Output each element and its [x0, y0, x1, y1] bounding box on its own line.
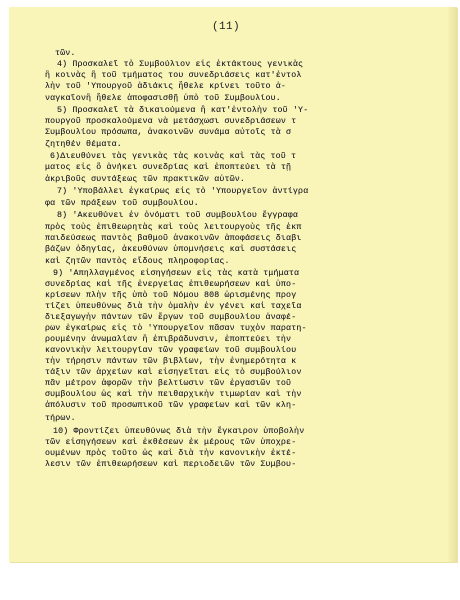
document-page	[9, 7, 457, 562]
text-line: διεξαγωγὴν πάντων τῶν ἔργων τοῦ συμβουλίου ἀναφέ-	[45, 312, 297, 322]
body-text	[25, 48, 457, 470]
text-line: πουργοῦ προσκαλούμενα νὰ μετάσχωσι συνεδριάσεων τ	[45, 117, 297, 127]
text-line: 7) 'Υποβάλλει ἐγκαίρως εἰς τὸ 'Υπουργεῖον ἀντίγρα	[57, 187, 309, 197]
text-line: 6)Διευθύνει τὰς γενικὰς τὰς κοινὰς καὶ τὰς τοῦ τ	[50, 152, 297, 162]
text-line: τῶν εἰσηγήσεων καὶ ἐκθέσεων ἐκ μέρους τῶν ὑποχρε-	[45, 438, 297, 448]
text-line: ζητηθέν θέματα.	[45, 140, 122, 150]
text-line: 5) Προσκαλεῖ τὰ δικαιούμενα ἢ κατ'ἐντολὴν τοῦ 'Υ-	[57, 106, 309, 116]
text-line: 8) 'Ακευθύνει ἐν ὀνόματι τοῦ συμβουλίου ἔγγραφα	[57, 211, 299, 221]
text-line: ουμένων πρὸς τοῦτο ὡς καὶ διὰ τὴν κανονικὴν ἐκτέ-	[45, 449, 297, 459]
text-line: λεσιν τῶν ἐπιθεωρήσεων καὶ περιοδειῶν τῶν Συμβου-	[45, 460, 297, 470]
text-line: πᾶν μέτρον ἀφορῶν τὴν βελτίωσιν τῶν ἐργασιῶν τοῦ	[45, 379, 292, 389]
text-line: τήρων.	[45, 414, 76, 424]
text-line: ρων ἐγκαίρως εἰς τὸ 'Υπουργεῖον πᾶσαν τυχὸν παρατη-	[45, 323, 307, 333]
text-line: παιδεύσεως παντὸς βαθμοῦ ἀνακοινῶν ἀποφάσεις διαβι	[45, 233, 302, 243]
text-line: τῶν.	[55, 49, 76, 58]
text-line: Συμβουλίου πρόσωπα, ἀνακοινῶν συνάμα αὐτοῖς τὰ σ	[45, 128, 292, 138]
text-line: βάζων ὁδηγίας, ἀκευθύνων ὑπομνήσεις καὶ συστάσεις	[45, 244, 297, 254]
text-line: τὴν τήρησιν πάντων τῶν βιβλίων, τὴν ἐνημερότητα κ	[45, 357, 297, 367]
page-number: (11)	[212, 21, 241, 33]
text-line: φα τῶν πράξεων τοῦ συμβουλίου.	[45, 199, 199, 209]
text-line: συμβουλίου ὡς καὶ τὴν πειθαρχικὴν τιμωρίαν καὶ τὴν	[45, 390, 302, 400]
text-line: ναγκαῖονἢ ἤθελε ἀποφασισθῇ ὑπὸ τοῦ Συμβουλίου.	[45, 94, 281, 104]
text-line: 9) 'Απηλλαγμένος εἰσηγήσεων εἰς τὰς κατὰ τμήματα	[53, 268, 300, 278]
text-line: ἀπόλυσιν τοῦ προσωπικοῦ τῶν γραφείων καὶ τῶν κλη-	[45, 401, 297, 411]
text-line: κρίσεων πλὴν τῆς ὑπὸ τοῦ Νόμου 808 ὡρισμένης προγ	[45, 290, 297, 300]
text-line: λὴν τοῦ 'Υπουργοῦ ἀδιάκις ἤθελε κρίνει τοῦτο ἀ-	[45, 82, 287, 92]
text-line: καὶ ζητῶν παντὸς εἴδους πληροφορίας.	[45, 256, 230, 266]
text-line: 10) Φροντίζει ὑπευθύνως διὰ τὴν ἔγκαιρον ὑποβολὴν	[53, 427, 305, 437]
text-line: τίζει ὑπευθύνως διὰ τὴν ὁμαλὴν ἐν γένει καὶ ταχεῖα	[45, 301, 302, 311]
text-line: συνεδρίας καὶ τῆς ἐνεργείας ἐπιθεωρήσεων καὶ ὑπο-	[45, 279, 297, 289]
text-line: κανονικὴν λειτουργίαν τῶν γραφείων τοῦ συμβουλίου	[45, 345, 297, 355]
text-line: πρὸς τοὺς ἐπιθεωρητὰς καὶ τοὺς λειτουργοὺς τῆς ἐκπ	[45, 222, 302, 232]
text-line: ματος εἰς ὃ ἀνήκει συνεδρίας καὶ ἐποπτεύει τὰ τῇ	[45, 163, 292, 173]
page-edge-shadow	[447, 7, 457, 562]
text-line: ἢ κοινὰς ἢ τοῦ τμήματος του συνεδριάσεις κατ'ἐντολ	[45, 71, 302, 81]
text-line: τάξιν τῶν ἀρχείων καὶ εἰσηγεῖται εἰς τὸ συμβούλιον	[45, 368, 302, 378]
text-line: 4) Προσκαλεῖ τὸ Συμβούλιον εἰς ἐκτάκτους γενικὰς	[57, 60, 304, 70]
text-line: ἀκριβοῦς συντάξεως τῶν πρακτικῶν αὐτῶν.	[45, 175, 246, 185]
text-line: ρουμένην ἀνωμαλίαν ἢ ἐπιβράδυνσιν, ἐποπτεύει τὴν	[45, 334, 292, 344]
